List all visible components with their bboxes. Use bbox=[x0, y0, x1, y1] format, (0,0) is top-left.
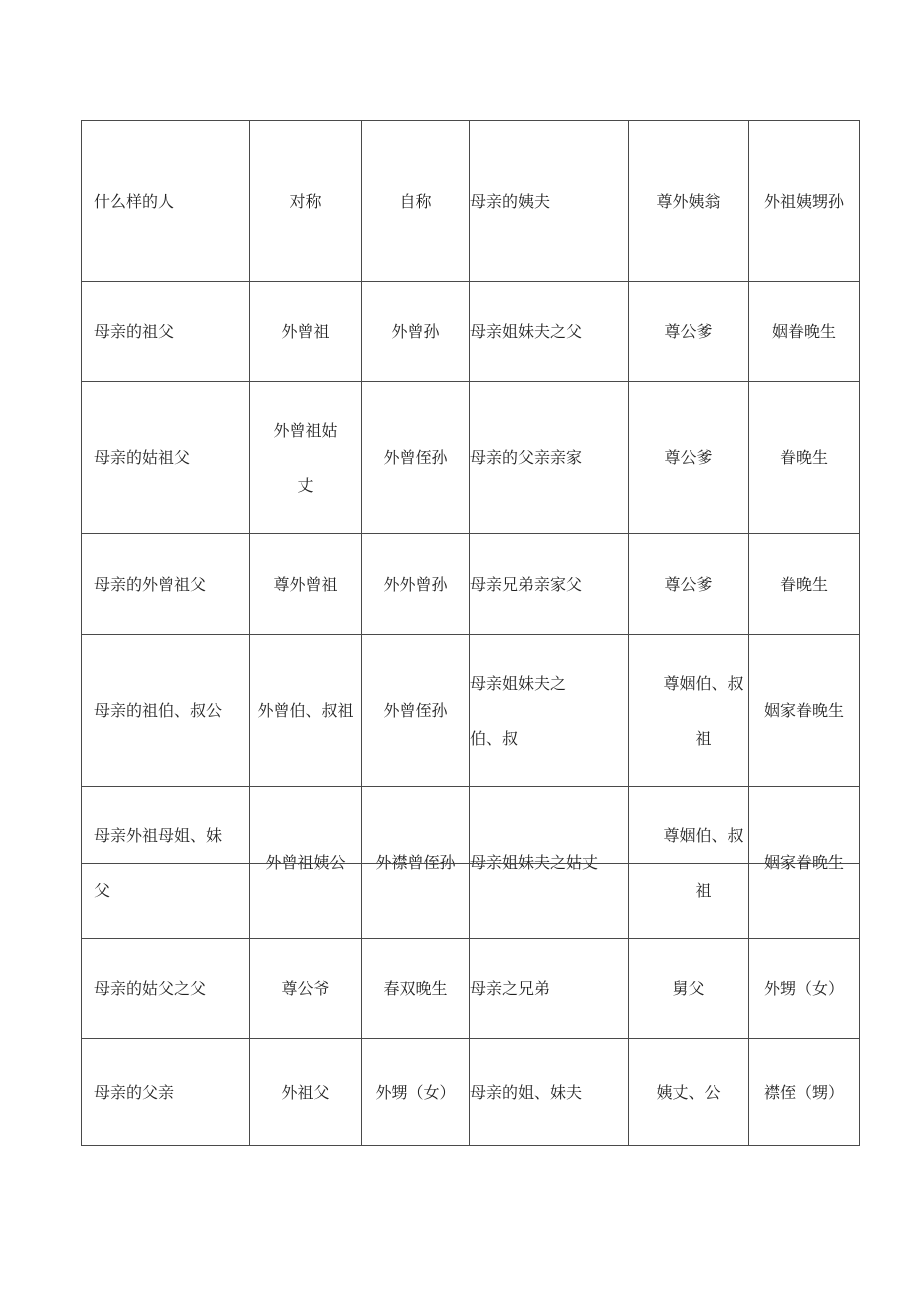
table-cell: 外曾侄孙 bbox=[362, 382, 470, 534]
table-row bbox=[82, 939, 860, 1039]
table-cell: 姨丈、公 bbox=[629, 1039, 749, 1146]
table-cell: 外曾伯、叔祖 bbox=[250, 635, 362, 787]
table-row bbox=[82, 382, 860, 534]
table-cell: 母亲兄弟亲家父 bbox=[470, 534, 629, 635]
table-cell: 母亲的父亲 bbox=[82, 1039, 250, 1146]
table-row bbox=[82, 282, 860, 382]
table-cell: 舅父 bbox=[629, 939, 749, 1039]
table-cell: 母亲之兄弟 bbox=[470, 939, 629, 1039]
table-cell: 外曾侄孙 bbox=[362, 635, 470, 787]
table-cell: 尊姻伯、叔祖 bbox=[629, 635, 749, 787]
table-cell: 外曾祖姨公 bbox=[250, 787, 362, 939]
table-cell: 母亲的姑父之父 bbox=[82, 939, 250, 1039]
table-row bbox=[82, 121, 860, 282]
table-cell: 眷晚生 bbox=[749, 382, 860, 534]
header-address-term: 对称 bbox=[250, 121, 362, 282]
table-cell: 外外曾孙 bbox=[362, 534, 470, 635]
table-cell: 母亲姐妹夫之姑丈 bbox=[470, 787, 629, 939]
table-cell: 外襟曾侄孙 bbox=[362, 787, 470, 939]
table-cell: 母亲的祖伯、叔公 bbox=[82, 635, 250, 787]
table-cell: 眷晚生 bbox=[749, 534, 860, 635]
table-cell: 尊姻伯、叔祖 bbox=[629, 787, 749, 939]
table-cell: 尊公爹 bbox=[629, 382, 749, 534]
page-break-line bbox=[81, 863, 859, 864]
header-person: 什么样的人 bbox=[82, 121, 250, 282]
table-cell: 外祖姨甥孙 bbox=[749, 121, 860, 282]
table-cell: 尊外姨翁 bbox=[629, 121, 749, 282]
table-cell: 姻家眷晚生 bbox=[749, 787, 860, 939]
table-cell: 母亲的姐、妹夫 bbox=[470, 1039, 629, 1146]
table-cell: 母亲姐妹夫之伯、叔 bbox=[470, 635, 629, 787]
table-cell: 尊公爹 bbox=[629, 282, 749, 382]
table-row bbox=[82, 534, 860, 635]
table-row bbox=[82, 635, 860, 787]
table-cell: 尊外曾祖 bbox=[250, 534, 362, 635]
header-self-term: 自称 bbox=[362, 121, 470, 282]
table-cell: 外曾祖 bbox=[250, 282, 362, 382]
table-cell: 姻家眷晚生 bbox=[749, 635, 860, 787]
table-cell: 母亲的姑祖父 bbox=[82, 382, 250, 534]
table-cell: 姻眷晚生 bbox=[749, 282, 860, 382]
table-cell: 春双晚生 bbox=[362, 939, 470, 1039]
table-cell: 母亲的父亲亲家 bbox=[470, 382, 629, 534]
table-row bbox=[82, 1039, 860, 1146]
table-cell: 襟侄（甥） bbox=[749, 1039, 860, 1146]
kinship-title-table bbox=[81, 120, 860, 1146]
table-cell: 外曾孙 bbox=[362, 282, 470, 382]
table-cell: 母亲的外曾祖父 bbox=[82, 534, 250, 635]
table-cell: 母亲的姨夫 bbox=[470, 121, 629, 282]
table-cell: 尊公爷 bbox=[250, 939, 362, 1039]
table-cell: 外甥（女） bbox=[749, 939, 860, 1039]
table-cell: 母亲的祖父 bbox=[82, 282, 250, 382]
table-cell: 尊公爹 bbox=[629, 534, 749, 635]
table-cell: 外祖父 bbox=[250, 1039, 362, 1146]
table-cell: 母亲外祖母姐、妹父 bbox=[82, 787, 250, 939]
table-cell: 外曾祖姑丈 bbox=[250, 382, 362, 534]
table-cell: 母亲姐妹夫之父 bbox=[470, 282, 629, 382]
table-cell: 外甥（女） bbox=[362, 1039, 470, 1146]
